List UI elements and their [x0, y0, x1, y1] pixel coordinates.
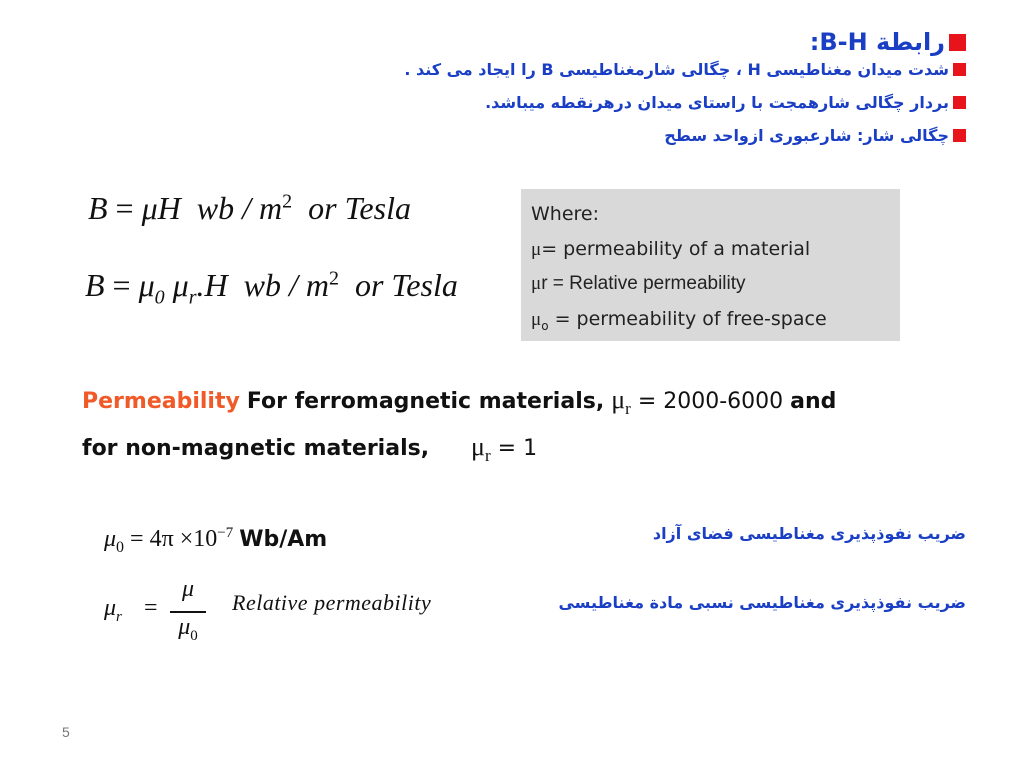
- where-line-mur: μr = Relative permeability: [531, 273, 746, 294]
- eq1-unit: wb / m: [196, 190, 283, 226]
- ferromagnetic-text: For ferromagnetic materials,: [246, 389, 605, 414]
- bullet-square-icon: [953, 96, 966, 109]
- bullet-line-3: [664, 126, 966, 145]
- bullet-square-icon: [953, 63, 966, 76]
- formula-mu0: $\mu_0 = 4\pi \times 10^{-7}$ Wb/Am: [104, 525, 328, 556]
- bullet-square-icon: [949, 34, 966, 51]
- eq2-tail: or Tesla: [354, 267, 458, 303]
- permeability-label: Permeability: [82, 389, 240, 414]
- where-title: Where:: [531, 203, 600, 225]
- mu0-coefficient: 4π ×10: [149, 526, 218, 552]
- eq2-exponent: 2: [328, 267, 339, 290]
- mu0-unit: Wb/Am: [239, 527, 328, 552]
- page-number: 5: [62, 724, 70, 740]
- mur-description: ضریب نفوذپذیری مغناطیسی نسبی مادة مغناطیسی: [558, 593, 966, 612]
- ferromagnetic-value: = 2000-6000: [637, 389, 784, 414]
- nonmagnetic-text: for non-magnetic materials,: [82, 436, 430, 461]
- nonmagnetic-value: = 1: [497, 436, 538, 461]
- heading-title-line: [810, 28, 966, 56]
- bullet-line-2: [485, 93, 966, 112]
- mur-label: Relative permeability: [232, 590, 432, 615]
- bullet-text-2: بردار چگالی شارهمجت با راستای میدان درهرنقطه میباشد.: [485, 93, 949, 112]
- and-text: and: [790, 389, 837, 414]
- where-box: [521, 189, 900, 341]
- bullet-square-icon: [953, 129, 966, 142]
- equation-b-mu-h: B = μH wb / $m^2$ or Tesla: [88, 190, 411, 226]
- bullet-line-1: [404, 60, 966, 79]
- mu0-exponent: −7: [217, 525, 234, 541]
- eq2-unit: wb / m: [243, 267, 329, 303]
- where-line-mu: μ= permeability of a material: [531, 238, 811, 260]
- permeability-line-2: for non-magnetic materials, $\mu_r = 1$: [82, 432, 538, 466]
- bullet-text-1: شدت میدان مغناطیسی H ، چگالی شارمغناطیسی B را ایجاد می کند .: [404, 60, 949, 79]
- bullet-text-3: چگالی شار: شارعبوری ازواحد سطح: [664, 126, 949, 145]
- heading-title: رابطة B-H:: [809, 28, 945, 56]
- permeability-line-1: Permeability For ferromagnetic materials, $\mu_r = 2000-6000$ and: [82, 385, 837, 419]
- eq1-exponent: 2: [282, 190, 293, 213]
- where-line-mu0: $\mu_o$ = permeability of free-space: [531, 308, 827, 333]
- mu0-description: ضریب نفوذپذیری مغناطیسی فضای آزاد: [652, 524, 966, 543]
- eq1-tail: or Tesla: [308, 190, 411, 226]
- equation-b-mu0-mur-h: $B = \mu_0$ $\mu_r.H$ wb / $m^2$ or Tesla: [85, 267, 458, 309]
